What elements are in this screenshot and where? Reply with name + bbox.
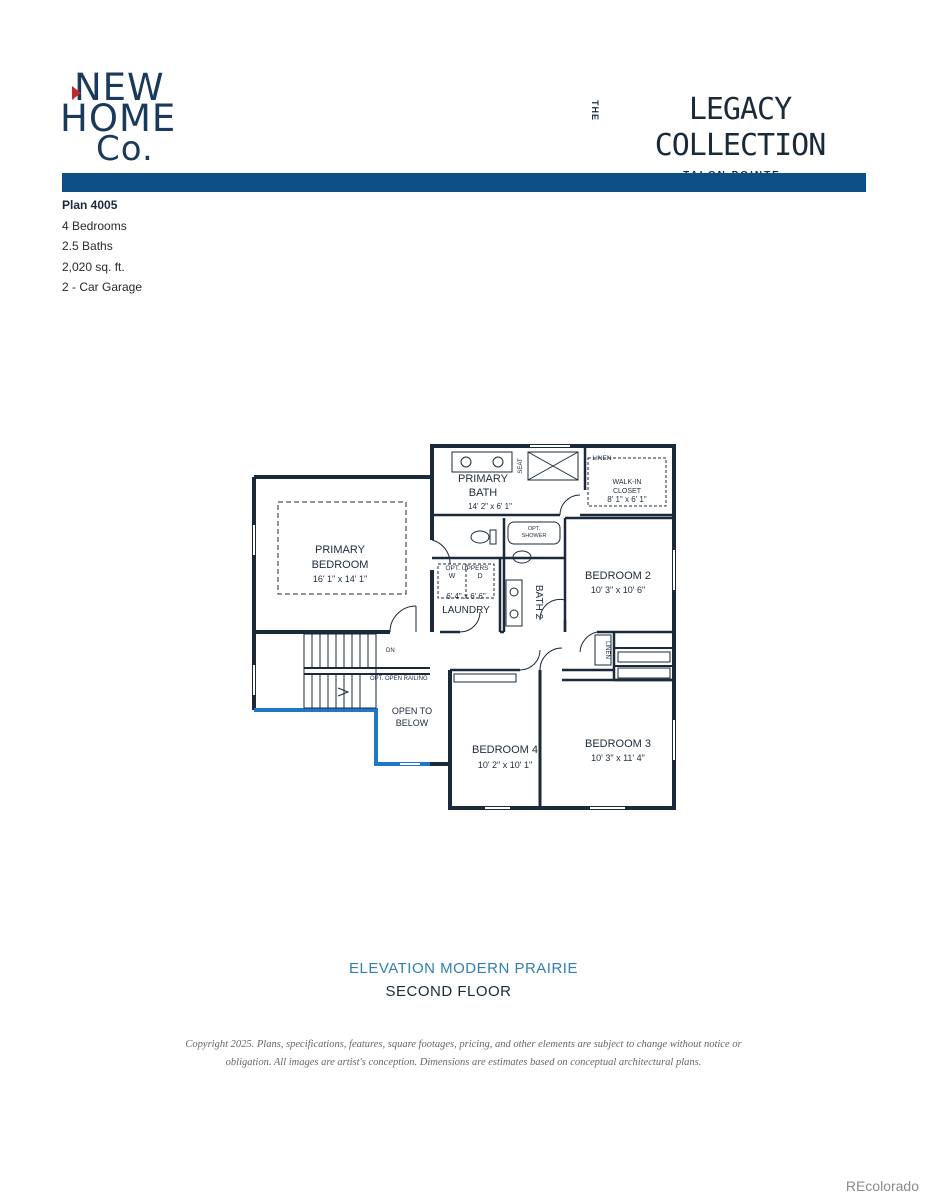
- room-bedroom-2-name: BEDROOM 2: [584, 570, 652, 582]
- logo-line-co: Co.: [96, 129, 154, 169]
- closet-rod-bedroom-2: [618, 652, 670, 662]
- copyright-line-2: obligation. All images are artist's conception. Dimensions are estimates based on conceptual architectural plans.: [225, 1057, 702, 1068]
- room-bedroom-4-name: BEDROOM 4: [471, 744, 539, 756]
- spec-bedrooms: 4 Bedrooms: [62, 218, 127, 233]
- room-primary-bath-size: 14' 2" x 6' 1": [468, 502, 512, 511]
- spec-baths: 2.5 Baths: [62, 239, 113, 253]
- header-bar: [62, 173, 866, 192]
- label-washer: W: [448, 573, 456, 580]
- label-linen-closet: LINEN: [592, 455, 612, 462]
- sink-icon: [510, 588, 518, 596]
- logo-line-home: HOME: [60, 97, 177, 140]
- label-opt-shower-2: SHOWER: [521, 533, 547, 539]
- floor-plan: [240, 430, 690, 820]
- room-laundry-size: 6' 4" x 6' 6": [446, 592, 486, 601]
- stair-direction-icon: [338, 688, 348, 696]
- room-bedroom-3-name: BEDROOM 3: [584, 738, 652, 750]
- collection-header: [590, 92, 868, 181]
- room-primary-bath-name-1: PRIMARY: [458, 473, 508, 485]
- room-closet-size: 8' 1" x 6' 1": [607, 495, 647, 504]
- copyright-notice: [110, 1036, 817, 1072]
- plan-name: Plan 4005: [62, 198, 118, 212]
- label-opt-shower-1: OPT.: [527, 526, 541, 532]
- label-opt-open-railing: OPT. OPEN RAILING: [370, 676, 428, 682]
- label-dryer: D: [477, 573, 483, 580]
- logo-text-new: NEW: [74, 66, 165, 109]
- label-seat: SEAT: [518, 458, 524, 474]
- copyright-line-1: Copyright 2025. Plans, specifications, features, square footages, pricing, and other elements are subject to change without notice or: [185, 1039, 742, 1050]
- sink-icon: [510, 610, 518, 618]
- label-linen-hall: LINEN: [604, 641, 610, 659]
- room-primary-bedroom-name-1: PRIMARY: [315, 544, 365, 556]
- bath-2-vanity: [506, 580, 522, 626]
- closet-rod-bedroom-3: [618, 668, 670, 678]
- watermark: REcolorado: [845, 1178, 919, 1194]
- room-primary-bath-name-2: BATH: [468, 487, 498, 499]
- room-closet-name-2: CLOSET: [612, 488, 642, 495]
- room-closet-name-1: WALK-IN: [612, 479, 642, 486]
- toilet-icon: [471, 531, 489, 543]
- room-bath-2-name: BATH 2: [533, 584, 544, 620]
- sink-icon: [493, 457, 503, 467]
- label-stairs-down: DN: [386, 648, 395, 654]
- room-open-to-below-1: OPEN TO: [391, 706, 433, 716]
- elevation-caption: ELEVATION MODERN PRAIRIE: [349, 960, 578, 977]
- toilet-tank: [490, 530, 496, 544]
- room-primary-bedroom-name-2: BEDROOM: [311, 559, 369, 571]
- plan-specs: [62, 195, 142, 298]
- room-bedroom-2-size: 10' 3" x 10' 6": [590, 585, 646, 595]
- room-bedroom-3-size: 10' 3" x 11' 4": [591, 753, 645, 763]
- floor-caption: SECOND FLOOR: [385, 983, 512, 1000]
- sink-icon: [461, 457, 471, 467]
- room-open-to-below-2: BELOW: [395, 718, 429, 728]
- collection-title: LEGACY COLLECTION: [654, 92, 826, 163]
- room-laundry-name: LAUNDRY: [442, 605, 490, 616]
- room-bedroom-4-size: 10' 2" x 10' 1": [477, 760, 533, 770]
- room-primary-bedroom-size: 16' 1" x 14' 1": [312, 574, 368, 584]
- closet-rod-bedroom-4: [454, 674, 516, 682]
- new-home-co-logo: [60, 66, 190, 169]
- label-opt-uppers: OPT. UPPERS: [445, 565, 489, 572]
- collection-the: THE: [590, 100, 600, 121]
- spec-area: 2,020 sq. ft.: [62, 259, 125, 274]
- staircase: [304, 634, 430, 708]
- spec-garage: 2 - Car Garage: [62, 280, 143, 294]
